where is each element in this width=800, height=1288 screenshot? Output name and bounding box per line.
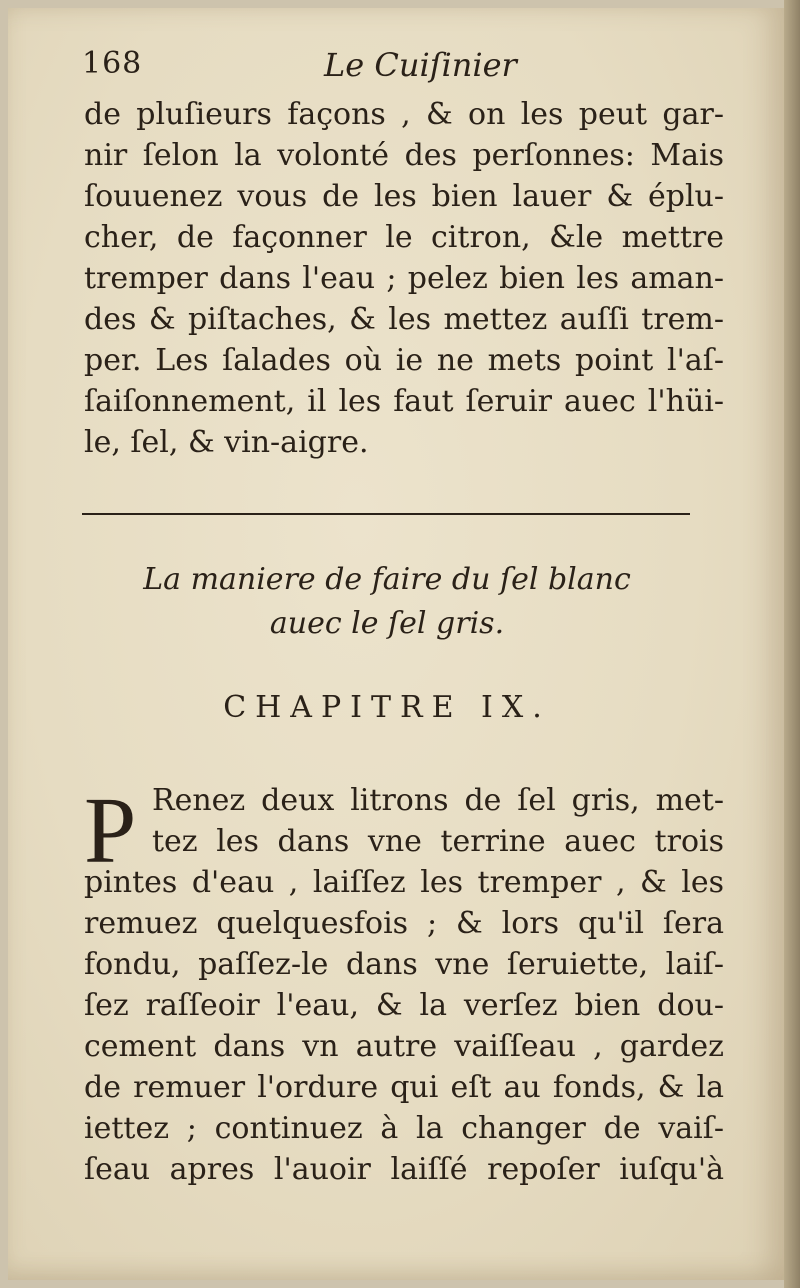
- text-line: le, ſel, & vin-aigre.: [84, 425, 369, 460]
- text-line: ſez raſſeoir l'eau, & la verſez bien dou-: [84, 988, 724, 1023]
- text-line: ſeau apres l'auoir laiſſé repoſer iuſqu'à: [84, 1152, 724, 1187]
- text-line: ſaiſonnement, il les faut ſeruir auec l'hüi-: [84, 384, 724, 419]
- text-line: tremper dans l'eau ; pelez bien les aman-: [84, 261, 724, 296]
- running-head: [82, 46, 702, 86]
- text-line: per. Les ſalades où ie ne mets point l'aſ-: [84, 343, 724, 378]
- text-line: pintes d'eau , laiſſez les tremper , & les: [84, 865, 724, 900]
- text-line: cher, de façonner le citron, &le mettre: [84, 220, 724, 255]
- paragraph-continued: [84, 94, 724, 463]
- text-line: cement dans vn autre vaiſſeau , gardez: [84, 1029, 724, 1064]
- section-title: La maniere de faire du ſel blanc: [143, 562, 631, 597]
- text-line: des & piſtaches, & les mettez auſſi trem-: [84, 302, 724, 337]
- text-line: ſouuenez vous de les bien lauer & éplu-: [84, 179, 724, 214]
- page-number: 168: [82, 46, 143, 81]
- text-line: de pluſieurs façons , & on les peut gar-: [84, 97, 724, 132]
- section-title-continued: auec le ſel gris.: [269, 606, 505, 641]
- section-divider: [82, 513, 690, 515]
- page-edge: [784, 0, 800, 1288]
- text-line: Renez deux litrons de ſel gris, met-: [152, 783, 724, 818]
- text-line: tez les dans vne terrine auec trois: [152, 824, 724, 859]
- text-line: fondu, paſſez-le dans vne ſeruiette, laiſ-: [84, 947, 724, 982]
- text-line: iettez ; continuez à la changer de vaiſ-: [84, 1111, 724, 1146]
- text-line: nir ſelon la volonté des perſonnes: Mais: [84, 138, 724, 173]
- text-line: de remuer l'ordure qui eſt au fonds, & la: [84, 1070, 724, 1105]
- drop-cap: P: [84, 779, 137, 883]
- text-line: remuez quelquesfois ; & lors qu'il ſera: [84, 906, 724, 941]
- running-title: Le Cuiſinier: [324, 46, 517, 84]
- paragraph-main: [84, 780, 724, 1190]
- chapter-heading: CHAPITRE IX.: [223, 690, 551, 725]
